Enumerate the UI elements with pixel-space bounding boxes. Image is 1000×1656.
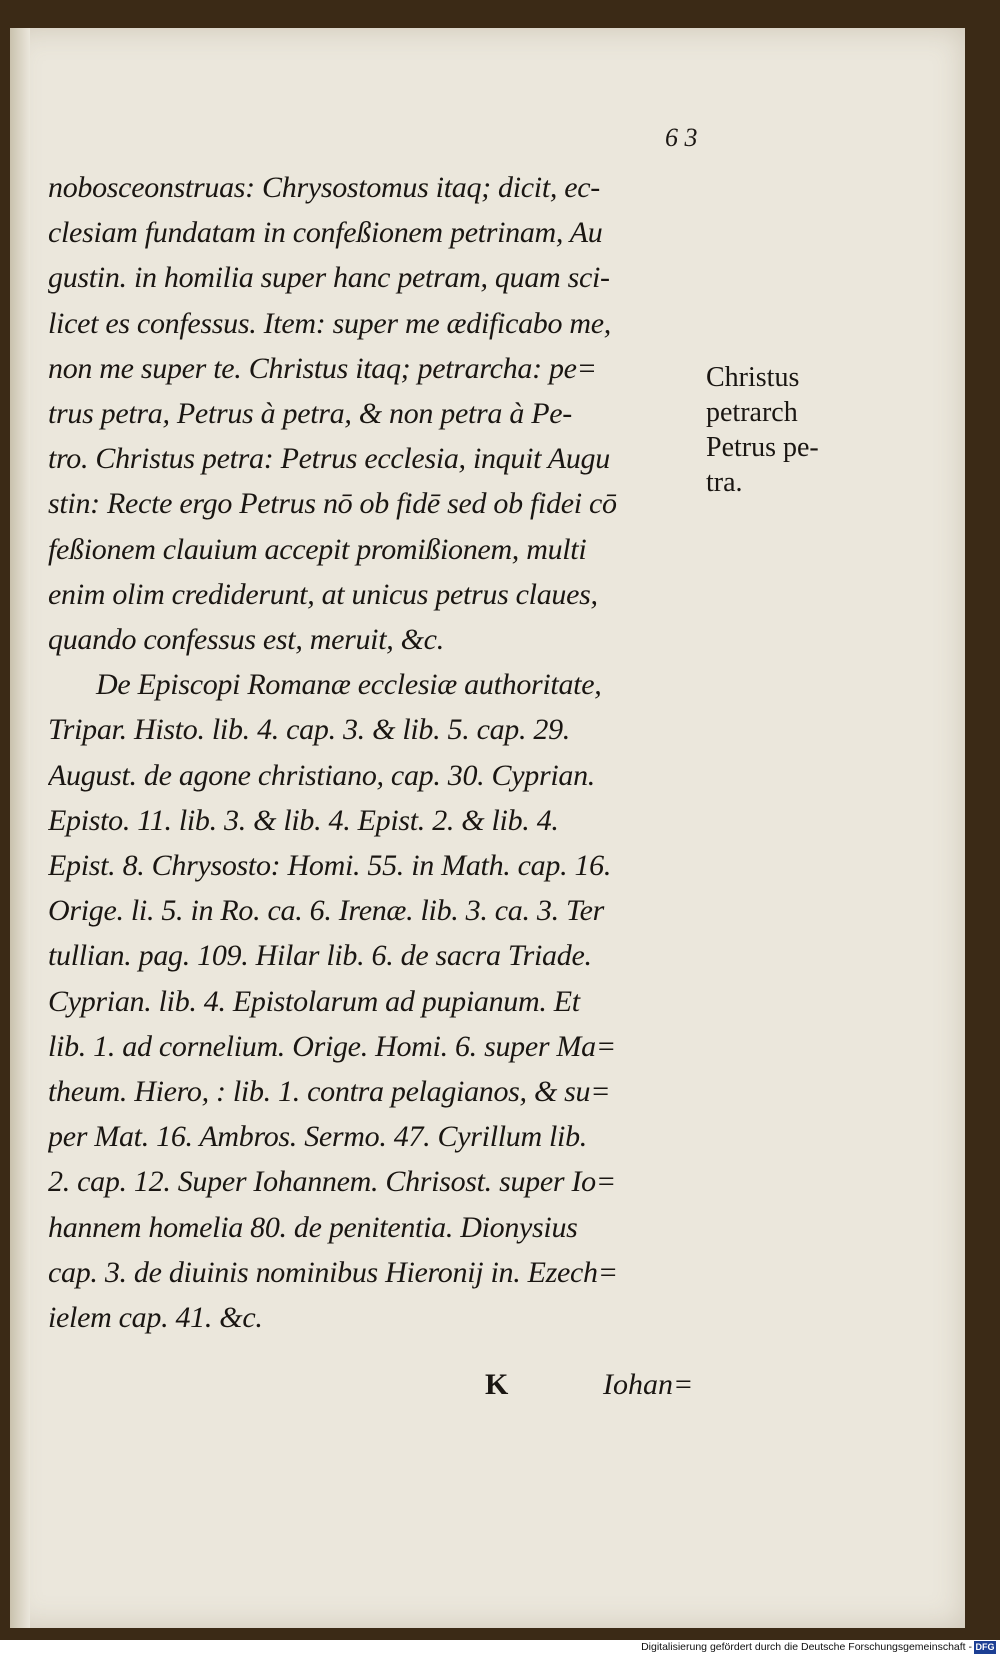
marginal-note <box>706 360 819 500</box>
book-page <box>10 28 965 1628</box>
text-line: clesiam fundatam in confeßionem petrinam, Au <box>48 216 603 250</box>
paragraph-start-line: De Episcopi Romanæ ecclesiæ authoritate, <box>96 668 602 702</box>
body-text <box>48 165 713 1340</box>
page-gutter <box>10 28 30 1628</box>
text-line: quando confessus est, meruit, &c. <box>48 623 444 657</box>
text-line: non me super te. Christus itaq; petrarcha: pe= <box>48 351 597 385</box>
marginal-note-line: petrarch <box>706 397 798 428</box>
dfg-logo: DFG <box>975 1642 995 1652</box>
text-line: ielem cap. 41. &c. <box>48 1301 263 1335</box>
marginal-note-line: tra. <box>706 467 743 498</box>
text-line: theum. Hiero, : lib. 1. contra pelagianos, & su= <box>48 1075 611 1109</box>
marginal-note-line: Christus <box>706 362 800 393</box>
text-line: feßionem clauium accepit promißionem, multi <box>48 532 587 566</box>
text-line: per Mat. 16. Ambros. Sermo. 47. Cyrillum lib. <box>48 1120 587 1154</box>
text-line: licet es confessus. Item: super me ædificabo me, <box>48 306 611 340</box>
text-line: Tripar. Histo. lib. 4. cap. 3. & lib. 5. cap. 29. <box>48 713 571 747</box>
text-line: Epist. 8. Chrysosto: Homi. 55. in Math. cap. 16. <box>48 849 612 883</box>
text-line: tro. Christus petra: Petrus ecclesia, inquit Augu <box>48 442 610 476</box>
catchword: Iohan= <box>603 1368 694 1401</box>
marginal-note-line: Petrus pe- <box>706 432 819 463</box>
text-line: gustin. in homilia super hanc petram, quam sci- <box>48 261 610 295</box>
text-line: enim olim crediderunt, at unicus petrus claues, <box>48 577 598 611</box>
text-line: stin: Recte ergo Petrus nō ob fidē sed ob fidei cō <box>48 487 617 521</box>
footer-credit: Digitalisierung gefördert durch die Deutsche Forschungsgemeinschaft - <box>641 1641 972 1653</box>
signature-mark: K <box>485 1368 509 1401</box>
text-line: 2. cap. 12. Super Iohannem. Chrisost. super Io= <box>48 1165 616 1199</box>
text-line: Episto. 11. lib. 3. & lib. 4. Epist. 2. & lib. 4. <box>48 803 559 837</box>
text-line: tullian. pag. 109. Hilar lib. 6. de sacra Triade. <box>48 939 592 973</box>
text-line: nobosceonstruas: Chrysostomus itaq; dicit, ec- <box>48 171 600 204</box>
text-line: hannem homelia 80. de penitentia. Dionysius <box>48 1210 578 1244</box>
text-line: Orige. li. 5. in Ro. ca. 6. Irenæ. lib. 3. ca. 3. Ter <box>48 894 605 928</box>
text-line: August. de agone christiano, cap. 30. Cyprian. <box>48 758 595 792</box>
text-line: cap. 3. de diuinis nominibus Hieronij in. Ezech= <box>48 1255 618 1289</box>
page-number: 6 3 <box>665 123 698 152</box>
text-line: trus petra, Petrus à petra, & non petra à Pe- <box>48 397 572 431</box>
text-line: lib. 1. ad cornelium. Orige. Homi. 6. super Ma= <box>48 1029 616 1063</box>
text-line: Cyprian. lib. 4. Epistolarum ad pupianum. Et <box>48 984 580 1018</box>
